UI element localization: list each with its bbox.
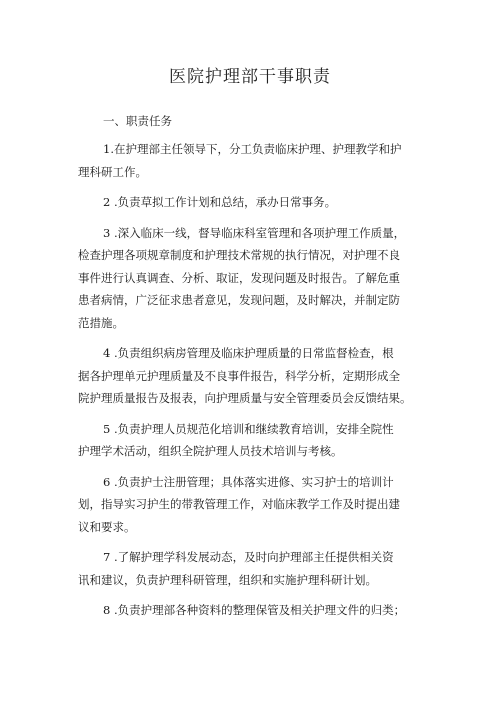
paragraph-line: 理科研工作。 [78, 164, 147, 179]
paragraph [78, 222, 428, 335]
paragraph-line: 划，指导实习护生的带教管理工作，对临床教学工作及时提出建 [78, 497, 400, 511]
paragraph-line: 据各护理单元护理质量及不良事件报告，科学分析，定期形成全 [78, 368, 400, 383]
paragraph [78, 342, 428, 410]
paragraph-line: 4 .负责组织病房管理及临床护理质量的日常监督检查，根 [103, 346, 394, 360]
page-title: 医院护理部干事职责 [169, 67, 331, 87]
paragraph [78, 418, 428, 463]
paragraph [78, 546, 428, 591]
paragraph-line: 1.在护理部主任领导下，分工负责临床护理、护理教学和护 [103, 142, 402, 156]
paragraph [78, 599, 428, 622]
paragraph-line: 护理学术活动，组织全院护理人员技术培训与考核。 [78, 444, 343, 458]
paragraph-line: 2 .负责草拟工作计划和总结，承办日常事务。 [103, 195, 337, 209]
paragraph-line: 讯和建议，负责护理科研管理，组织和实施护理科研计划。 [78, 572, 377, 587]
paragraph-line: 8 .负责护理部各种资料的整理保管及相关护理文件的归类； [103, 603, 406, 617]
paragraph [78, 191, 428, 214]
paragraph-line: 3 .深入临床一线，督导临床科室管理和各项护理工作质量， [103, 225, 406, 240]
paragraph-line: 检查护理各项规章制度和护理技术常规的执行情况，对护理不良 [78, 248, 400, 262]
paragraph-line: 范措施。 [78, 315, 124, 330]
paragraph-line: 事件进行认真调查、分析、取证，发现问题及时报告。了解危重 [78, 270, 400, 285]
paragraph-line: 院护理质量报告及报表，向护理质量与安全管理委员会反馈结果。 [78, 391, 412, 405]
section-heading: 一、职责任务 [103, 114, 172, 128]
paragraph [78, 471, 428, 539]
paragraph [78, 138, 428, 183]
paragraph-line: 5 .负责护理人员规范化培训和继续教育培训，安排全院性 [103, 421, 394, 436]
paragraph-line: 6 .负责护士注册管理；具体落实进修、实习护士的培训计 [103, 474, 394, 489]
paragraph-line: 7 .了解护理学科发展动态，及时向护理部主任提供相关资 [103, 550, 394, 564]
paragraph-line: 患者病情，广泛征求患者意见，发现问题，及时解决，并制定防 [78, 293, 400, 307]
document-body [78, 138, 428, 630]
paragraph-line: 议和要求。 [78, 519, 136, 534]
